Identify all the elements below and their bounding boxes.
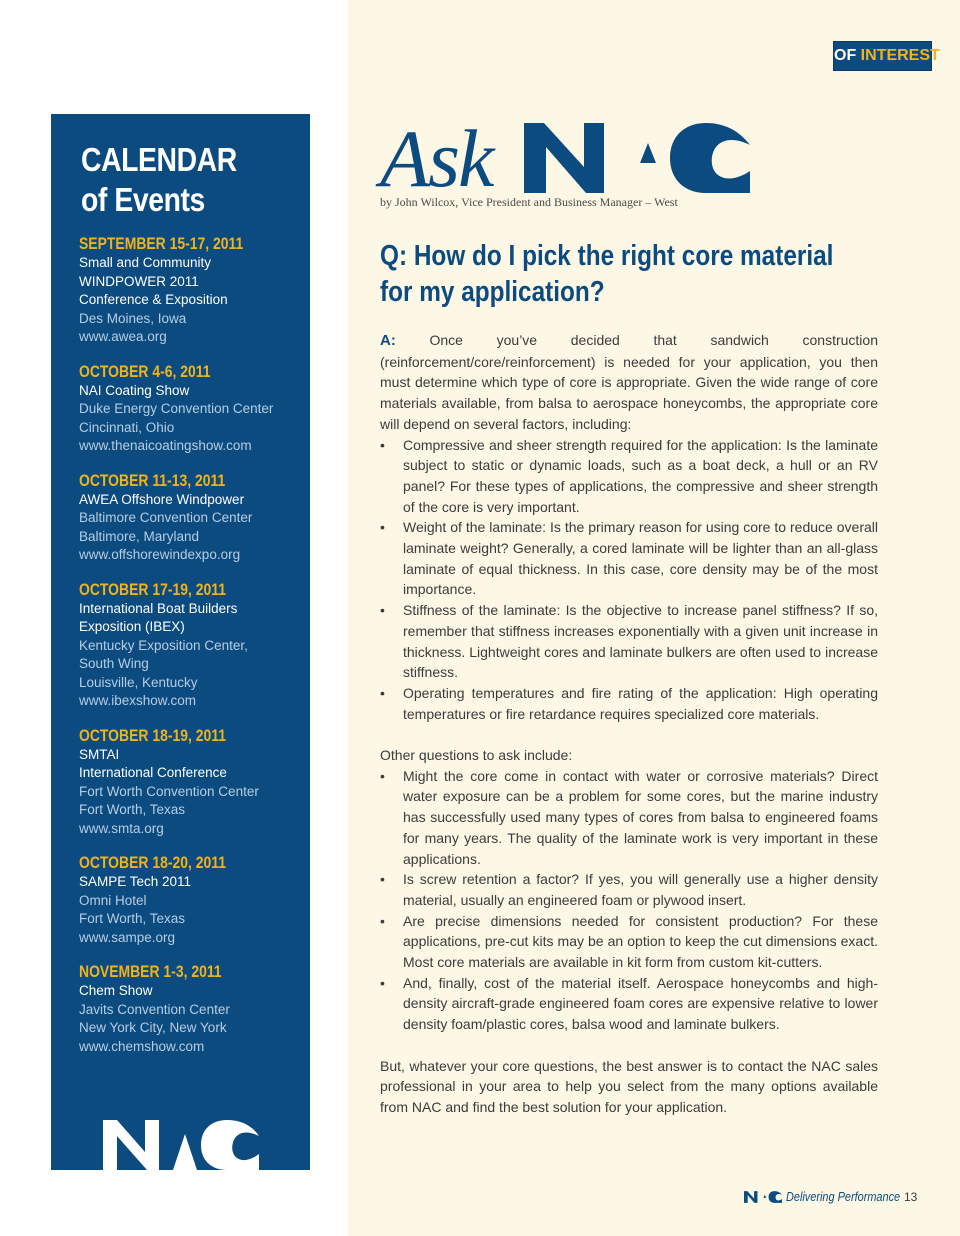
event-name: AWEA Offshore Windpower: [79, 491, 245, 507]
event-detail: Fort Worth, Texas: [79, 911, 186, 926]
event-detail: New York City, New York: [79, 1020, 227, 1035]
other-questions-list: [380, 766, 878, 1035]
list-item: • Weight of the laminate: Is the primary reason for using core to reduce overall laminate weight? Generally, a cored laminate will be lighter than an all-glass laminate of equal thickness. In this case, core density may be of the most importance.: [380, 517, 878, 600]
calendar-event: [79, 726, 310, 839]
event-detail: www.offshorewindexpo.org: [79, 547, 241, 562]
event-detail: Des Moines, Iowa: [79, 310, 187, 326]
calendar-event: [79, 853, 310, 947]
other-questions-intro: Other questions to ask include:: [380, 747, 573, 764]
event-name: SMTAI: [79, 746, 120, 762]
answer-label: A:: [380, 332, 396, 349]
event-date: OCTOBER 18-20, 2011: [79, 853, 226, 872]
calendar-event: [79, 580, 310, 711]
event-name: International Conference: [79, 765, 227, 780]
nac-logo: [103, 1120, 259, 1170]
page-number: 13: [904, 1190, 918, 1204]
nac-logo-large: [524, 123, 750, 193]
event-date: OCTOBER 17-19, 2011: [79, 579, 226, 599]
event-name: SAMPE Tech 2011: [79, 874, 192, 889]
event-detail: Fort Worth, Texas: [79, 802, 186, 817]
event-name: WINDPOWER 2011: [79, 273, 199, 289]
event-date: OCTOBER 18-19, 2011: [79, 725, 226, 745]
list-item: • Stiffness of the laminate: Is the objective to increase panel stiffness? If so, remember that stiffness increases exponentially with a given unit increase in thickness. Lightweight cores and laminate bulkers are often used to increase stiffness.: [380, 600, 878, 683]
list-item: • Is screw retention a factor? If yes, you will generally use a higher density material, usually an engineered foam or plywood insert.: [380, 869, 878, 910]
event-name: International Boat Builders: [79, 600, 238, 616]
calendar-title: CALENDAR of Events: [81, 141, 237, 218]
calendar-panel: [51, 114, 310, 1170]
event-detail: www.awea.org: [79, 329, 167, 344]
article-body: [380, 330, 878, 1118]
factors-list: [380, 435, 878, 725]
event-name: NAI Coating Show: [79, 382, 190, 398]
event-detail: www.ibexshow.com: [79, 693, 197, 708]
event-detail: Kentucky Exposition Center,: [79, 637, 248, 653]
footer-tagline: Delivering Performance: [786, 1189, 901, 1204]
event-detail: www.sampe.org: [79, 929, 176, 945]
event-detail: South Wing: [79, 656, 149, 671]
question-heading: Q: How do I pick the right core material for my application?: [380, 240, 834, 308]
calendar-event: [79, 471, 310, 565]
event-detail: Duke Energy Convention Center: [79, 401, 274, 416]
of-interest-badge: OF INTEREST: [833, 41, 932, 71]
calendar-event: [79, 962, 310, 1056]
answer-intro: A: Once you’ve decided that sandwich construction (reinforcement/core/reinforcement) is needed for your application, you then must determine which type of core is appropriate. Given the wide range of core materials available, from balsa to aerospace honeycombs, the appropriate core will depend on several factors, including:: [380, 332, 878, 432]
event-detail: www.chemshow.com: [79, 1038, 205, 1054]
event-date: NOVEMBER 1-3, 2011: [79, 962, 222, 981]
event-date: SEPTEMBER 15-17, 2011: [79, 234, 244, 253]
event-name: Conference & Exposition: [79, 292, 228, 307]
event-detail: Fort Worth Convention Center: [79, 783, 259, 799]
event-name: Exposition (IBEX): [79, 619, 185, 634]
list-item: • And, finally, cost of the material itself. Aerospace honeycombs and high-density aircraft-grade engineered foam cores are expensive relative to lower density foam/plastic cores, balsa wood and laminate bulkers.: [380, 973, 878, 1035]
list-item: • Operating temperatures and fire rating of the application: High operating temperatures or fire retardance requires specialized core materials.: [380, 683, 878, 724]
event-detail: Omni Hotel: [79, 892, 147, 908]
event-list: [79, 234, 310, 1056]
nac-logo-small: [744, 1190, 782, 1204]
ask-heading: Ask: [380, 113, 493, 204]
event-name: Chem Show: [79, 983, 153, 998]
list-item: • Compressive and sheer strength required for the application: Is the laminate subject to static or dynamic loads, such as a boat deck, a hull or an RV panel? For these types of applications, the compressive and sheer strength of the core is very important.: [380, 435, 878, 518]
event-detail: www.smta.org: [79, 820, 164, 836]
event-name: Small and Community: [79, 255, 212, 270]
event-detail: Baltimore, Maryland: [79, 528, 200, 544]
event-detail: Baltimore Convention Center: [79, 510, 253, 525]
event-detail: www.thenaicoatingshow.com: [79, 438, 252, 453]
list-item: • Are precise dimensions needed for consistent production? For these applications, pre-cut kits may be an option to keep the cut dimensions exact. Most core materials are available in kit form from custom kit-cutters.: [380, 911, 878, 973]
closing-paragraph: But, whatever your core questions, the best answer is to contact the NAC sales professional in your area to help you select from the many options available from NAC and find the best solution for your application.: [380, 1057, 878, 1115]
calendar-event: [79, 234, 310, 347]
byline: by John Wilcox, Vice President and Business Manager – West: [380, 195, 678, 209]
event-detail: Javits Convention Center: [79, 1001, 230, 1017]
event-date: OCTOBER 4-6, 2011: [79, 361, 211, 381]
calendar-event: [79, 362, 310, 456]
event-detail: Cincinnati, Ohio: [79, 419, 175, 435]
list-item: • Might the core come in contact with water or corrosive materials? Direct water exposure can be a problem for some cores, but the marine industry has successfully used many types of cores from balsa to engineered foams for many years. The quality of the laminate work is very important in these applications.: [380, 766, 878, 870]
event-detail: Louisville, Kentucky: [79, 674, 198, 690]
event-date: OCTOBER 11-13, 2011: [79, 470, 226, 490]
